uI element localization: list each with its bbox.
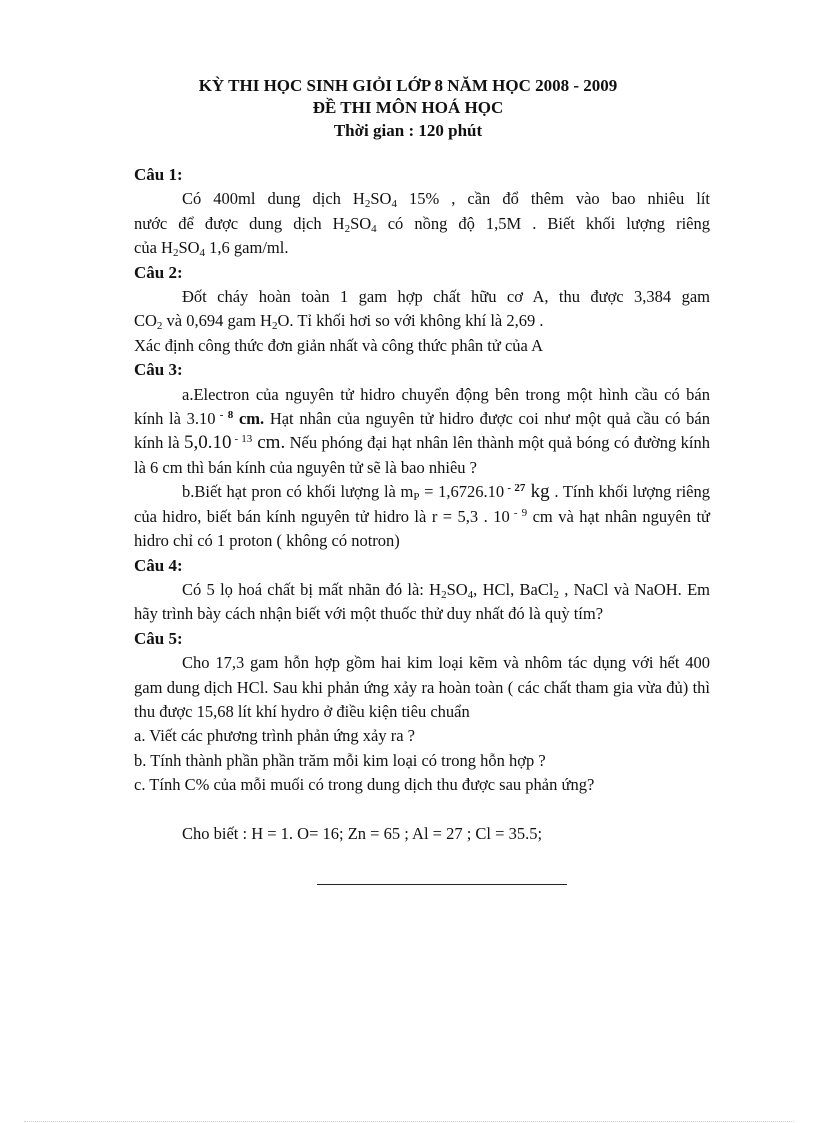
- question-3-title: Câu 3:: [134, 360, 183, 380]
- page-bottom-border: [24, 1121, 794, 1122]
- question-1-line-2: nước để được dung dịch $H_2SO_4$ có nồng độ 1,5M . Biết khối lượng riêng: [134, 213, 710, 235]
- question-3-part-a: a.Electron của nguyên tử hidro chuyển động bên trong một hình cầu có bán kính là 3.10 $^{- 8}$ cm. Hạt nhân của nguyên tử hidro được coi như một quả cầu có bán kính là 5,0.10 $^{- 13}$ cm. Nếu phóng đại hạt nhân lên thành một quả bóng có đường kính là 6 cm thì bán kính của nguyên tử sẽ là bao nhiêu ?: [134, 384, 710, 477]
- question-4-title: Câu 4:: [134, 555, 183, 575]
- question-4-text: Có 5 lọ hoá chất bị mất nhãn đó là: $H_2SO_4$, HCl, BaCl$_2$ , NaCl và NaOH. Em hãy trình bày cách nhận biết với một thuốc thử duy nhất đó là quỳ tím?: [134, 579, 710, 624]
- question-1-title: Câu 1:: [134, 165, 183, 184]
- exam-content: [134, 163, 710, 846]
- question-2-line-2: $CO_2$ và 0,694 gam $H_2O$. Tỉ khối hơi so với không khí là 2,69 .: [134, 311, 544, 333]
- question-2-line-3: Xác định công thức đơn giản nhất và công thức phân tử của A: [134, 335, 543, 355]
- exam-title: KỲ THI HỌC SINH GIỎI LỚP 8 NĂM HỌC 2008 - 2009: [198, 76, 618, 95]
- question-1-line-1: Có 400ml dung dịch $H_2SO_4$ 15% , cần đổ thêm vào bao nhiêu lít: [182, 189, 710, 211]
- question-5-part-b: b. Tính thành phần phần trăm mỗi kim loại có trong hỗn hợp ?: [134, 750, 546, 770]
- question-2-line-1: Đốt cháy hoàn toàn 1 gam hợp chất hữu cơ A, thu được 3,384 gam: [182, 287, 710, 307]
- question-5-part-c: c. Tính C% của mỗi muối có trong dung dịch thu được sau phản ứng?: [134, 775, 595, 795]
- question-5-title: Câu 5:: [134, 628, 183, 648]
- question-5-text: Cho 17,3 gam hỗn hợp gồm hai kim loại kẽm và nhôm tác dụng với hết 400 gam dung dịch HCl. Sau khi phản ứng xảy ra hoàn toàn ( các chất tham gia vừa đủ) thì thu được 15,68 lít khí hydro ở điều kiện tiêu chuẩn: [134, 653, 710, 721]
- end-divider: [317, 884, 567, 885]
- given-atomic-masses: Cho biết : H = 1. O= 16; Zn = 65 ; Al = 27 ; Cl = 35.5;: [182, 823, 543, 843]
- exam-duration: Thời gian : 120 phút: [333, 121, 483, 140]
- question-3-part-b: b.Biết hạt pron có khối lượng là $m_P = 1,6726.10$ $^{- 27}$ kg . Tính khối lượng riêng của hidro, biết bán kính nguyên tử hidro là r = 5,3 . 10 $^{- 9}$ cm và hạt nhân nguyên tử hidro chỉ có 1 proton ( không có notron): [134, 481, 710, 551]
- exam-subject: ĐỀ THI MÔN HOÁ HỌC: [312, 98, 504, 117]
- question-2-title: Câu 2:: [134, 262, 183, 282]
- question-1-line-3: của $H_2SO_4$ 1,6 gam/ml.: [134, 238, 289, 260]
- question-5-part-a: a. Viết các phương trình phản ứng xảy ra ?: [134, 726, 415, 746]
